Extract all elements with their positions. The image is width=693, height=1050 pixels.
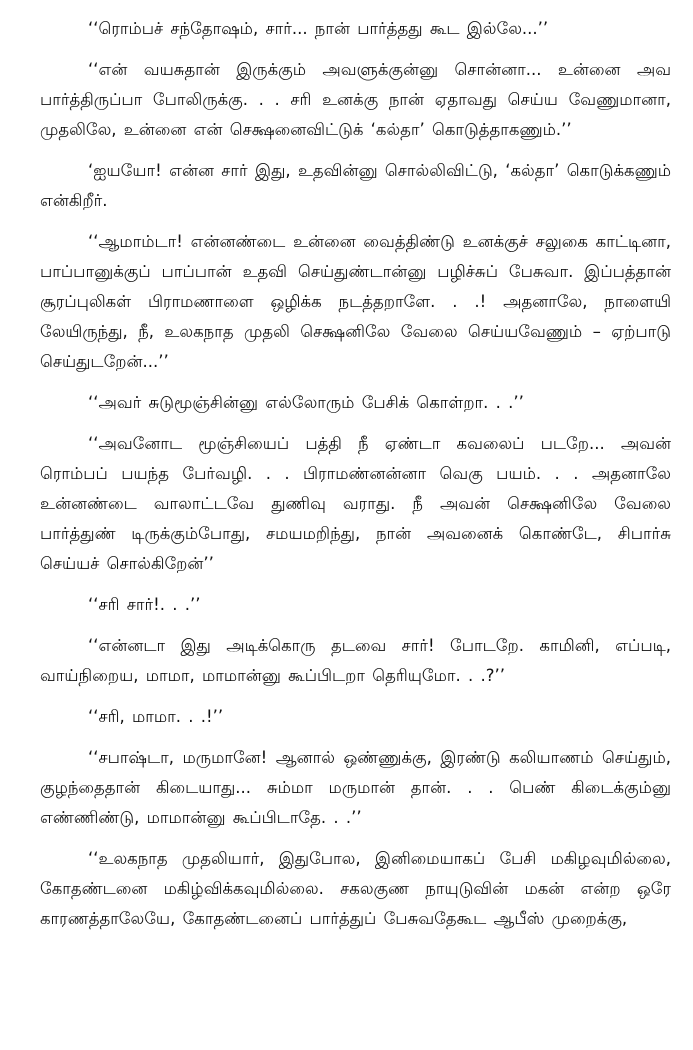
paragraph: ‘‘சரி சார்!. . .’’ [88,595,201,614]
paragraph: ‘‘சபாஷ்டா, மருமானே! ஆனால் ஒண்ணுக்கு, இரண்டு கலியாணம் செய்தும், குழந்தைதான் கிடையாது... சும்மா மருமான் தான். . . பெண் கிடைக்கும்னு எண்ணிண்டு, மாமான்னு கூப்பிடாதே. . .’’ [40,748,671,827]
paragraph: ‘‘என் வயசுதான் இருக்கும் அவளுக்குன்னு சொன்னா... உன்னை அவ பார்த்திருப்பா போலிருக்கு. . . சரி உனக்கு நான் ஏதாவது செய்ய வேணுமானா, முதலிலே, உன்னை என் செக்ஷனைவிட்டுக் ‘கல்தா’ கொடுத்தாகணும்.’’ [40,60,671,139]
paragraph: ‘‘உலகநாத முதலியார், இதுபோல, இனிமையாகப் பேசி மகிழவுமில்லை, கோதண்டனை மகிழ்விக்கவுமில்லை. சகலகுண நாயுடுவின் மகன் என்ற ஒரே காரணத்தாலேயே, கோதண்டனைப் பார்த்துப் பேசுவதேகூட ஆபீஸ் முறைக்கு, [40,849,671,928]
paragraph: ‘‘சரி, மாமா. . .!’’ [88,707,224,726]
paragraph: ‘‘அவர் சுடுமூஞ்சின்னு எல்லோரும் பேசிக் கொள்றா. . .’’ [88,393,524,412]
paragraph: ‘‘என்னடா இது அடிக்கொரு தடவை சார்! போடறே. காமினி, எப்படி, வாய்நிறைய, மாமா, மாமான்னு கூப்பிடறா தெரியுமோ. . .?’’ [40,636,671,685]
paragraph: ‘‘ரொம்பச் சந்தோஷம், சார்... நான் பார்த்தது கூட இல்லே...’’ [88,19,549,38]
paragraph: ‘‘ஆமாம்டா! என்னண்டை உன்னை வைத்திண்டு உனக்குச் சலுகை காட்டினா, பாப்பானுக்குப் பாப்பான் உதவி செய்துண்டான்னு பழிச்சுப் பேசுவா. இப்பத்தான் சூரப்புலிகள் பிராமணாளை ஒழிக்க நடத்தறாளே. . .! அதனாலே, நாளையி லேயிருந்து, நீ, உலகநாத முதலி செக்ஷனிலே வேலை செய்யவேணும் – ஏற்பாடு செய்துடறேன்...’’ [40,232,671,371]
paragraph: ‘ஐயயோ! என்ன சார் இது, உதவின்னு சொல்லிவிட்டு, ‘கல்தா’ கொடுக்கணும் என்கிறீர். [40,161,671,210]
paragraph: ‘‘அவனோட மூஞ்சியைப் பத்தி நீ ஏண்டா கவலைப் படறே... அவன் ரொம்பப் பயந்த பேர்வழி. . . பிராமண்னன்னா வெகு பயம். . . அதனாலே உன்னண்டை வாலாட்டவே துணிவு வராது. நீ அவன் செக்ஷனிலே வேலை பார்த்துண் டிருக்கும்போது, சமயமறிந்து, நான் அவனைக் கொண்டே, சிபார்சு செய்யச் சொல்கிறேன்’’ [40,434,671,573]
